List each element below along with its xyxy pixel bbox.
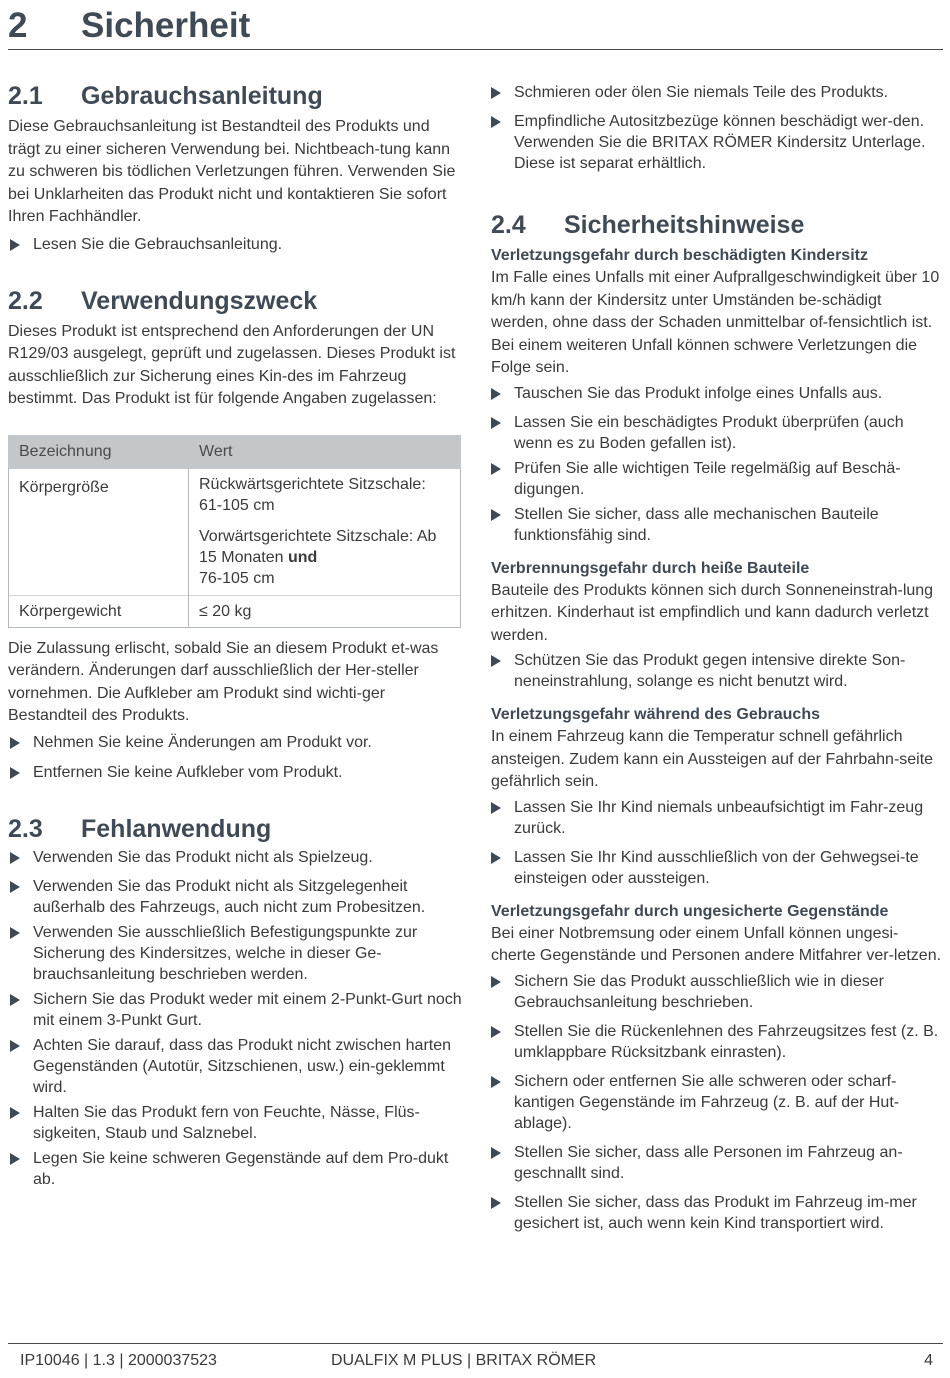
bullet-triangle-icon	[10, 881, 20, 893]
hazard-text: Bei einer Notbremsung oder einem Unfall können ungesi-cherte Gegenstände und Personen andere Mitfahrer ver-letzen.	[491, 924, 942, 964]
list-item: Lassen Sie Ihr Kind ausschließlich von der Gehwegsei-te einsteigen oder aussteigen.	[489, 847, 942, 889]
bullet-triangle-icon	[491, 417, 501, 429]
hazard-heading: Verletzungsgefahr während des Gebrauchs	[491, 706, 820, 723]
section-2-4-heading	[491, 209, 942, 243]
list-item: Halten Sie das Produkt fern von Feuchte, Nässe, Flüs-sigkeiten, Staub und Salznebel.	[8, 1102, 463, 1144]
hazard-heading: Verletzungsgefahr durch ungesicherte Gegenstände	[491, 902, 889, 920]
table-cell	[189, 468, 461, 595]
bullet-triangle-icon	[491, 976, 501, 988]
section-2-3-heading	[8, 813, 463, 847]
section-number: 2.3	[8, 814, 43, 843]
list-item: Lassen Sie ein beschädigtes Produkt überprüfen (auch wenn es zu Boden gefallen ist).	[489, 412, 942, 454]
bullet-triangle-icon	[10, 737, 20, 749]
bullet-triangle-icon	[10, 1107, 20, 1119]
list-item: Sichern Sie das Produkt weder mit einem 2-Punkt-Gurt noch mit einem 3-Punkt Gurt.	[8, 989, 463, 1031]
section-title: Gebrauchsanleitung	[81, 82, 323, 110]
list-item: Lesen Sie die Gebrauchsanleitung.	[8, 234, 463, 255]
list-item: Schützen Sie das Produkt gegen intensive direkte Son-neneinstrahlung, solange es nicht benutzt wird.	[489, 650, 942, 692]
table-cell: ≤ 20 kg	[189, 595, 461, 627]
section-2-2-text: Dieses Produkt ist entsprechend den Anforderungen der UN R129/03 ausgelegt, geprüft und zugelassen. Dieses Produkt ist ausschließlich zur Sicherung eines Kin-des im Fahrzeug bestimmt. Das Produkt ist für folgende Angaben zugelassen:	[8, 322, 456, 407]
list-item: Stellen Sie sicher, dass das Produkt im Fahrzeug im-mer gesichert ist, auch wenn kein Kind transportiert wird.	[489, 1192, 942, 1234]
list-item: Empfindliche Autositzbezüge können beschädigt wer-den. Verwenden Sie die BRITAX RÖMER Kindersitz Unterlage. Diese ist separat erhältlich.	[489, 111, 942, 174]
list-item: Schmieren oder ölen Sie niemals Teile des Produkts.	[489, 82, 942, 103]
section-2-2-heading	[8, 285, 463, 319]
bullet-triangle-icon	[491, 1026, 501, 1038]
bullet-triangle-icon	[10, 927, 20, 939]
table-header-row	[9, 435, 461, 468]
bullet-triangle-icon	[491, 463, 501, 475]
section-number: 2.4	[491, 211, 526, 239]
section-2-1-heading	[8, 80, 463, 114]
bullet-triangle-icon	[491, 852, 501, 864]
hazard-heading: Verletzungsgefahr durch beschädigten Kindersitz	[491, 247, 868, 264]
section-title: Verwendungszweck	[81, 286, 318, 315]
bullet-triangle-icon	[491, 509, 501, 521]
hazard-text: Im Falle eines Unfalls mit einer Aufprallgeschwindigkeit über 10 km/h kann der Kindersitz unter Umständen be-schädigt werden, ohne dass der Schaden unmittelbar of-fensichtlich ist. Bei einem weiteren Unfall können schwere Verletzungen die Folge sein.	[491, 269, 940, 376]
product-name: DUALFIX M PLUS | BRITAX RÖMER	[331, 1352, 597, 1369]
bullet-triangle-icon	[491, 655, 501, 667]
bullet-triangle-icon	[491, 87, 501, 99]
bullet-triangle-icon	[491, 1076, 501, 1088]
table-header-cell: Bezeichnung	[9, 435, 189, 468]
list-item: Stellen Sie sicher, dass alle mechanischen Bauteile funktionsfähig sind.	[489, 504, 942, 546]
table-cell: Körpergröße	[9, 468, 189, 595]
section-title: Fehlanwendung	[81, 814, 272, 843]
bullet-triangle-icon	[10, 1040, 20, 1052]
section-2-1-text: Diese Gebrauchsanleitung ist Bestandteil des Produkts und trägt zu einer sicheren Verwendung bei. Nichtbeach-tung kann zu schweren bis tödlichen Verletzungen führen. Verwenden Sie bei Unklarheiten das Produkt nicht und kontaktieren Sie sofort Ihren Fachhändler.	[8, 118, 456, 225]
bullet-triangle-icon	[491, 116, 501, 128]
list-item: Sichern oder entfernen Sie alle schweren oder scharf-kantigen Gegenstände im Fahrzeug (z. B. auf der Hut-ablage).	[489, 1071, 942, 1134]
table-cell: Körpergewicht	[9, 595, 189, 627]
list-item: Tauschen Sie das Produkt infolge eines Unfalls aus.	[489, 383, 942, 404]
section-title: Sicherheitshinweise	[564, 211, 805, 239]
table-row	[9, 595, 461, 627]
list-item: Verwenden Sie das Produkt nicht als Spielzeug.	[8, 847, 463, 868]
list-item: Stellen Sie die Rückenlehnen des Fahrzeugsitzes fest (z. B. umklappbare Rücksitzbank einrasten).	[489, 1021, 942, 1063]
table-header-cell: Wert	[189, 435, 461, 468]
list-item: Entfernen Sie keine Aufkleber vom Produkt.	[8, 762, 463, 783]
hazard-bullets	[489, 383, 942, 546]
bullet-triangle-icon	[491, 1147, 501, 1159]
right-top-bullets	[489, 82, 942, 174]
list-item: Stellen Sie sicher, dass alle Personen im Fahrzeug an-geschnallt sind.	[489, 1142, 942, 1184]
chapter-number: 2	[8, 6, 28, 45]
bullet-triangle-icon	[10, 239, 20, 251]
page-number: 4	[924, 1352, 933, 1369]
page-footer	[8, 1343, 943, 1378]
bullet-triangle-icon	[491, 1197, 501, 1209]
section-2-2-text2: Die Zulassung erlischt, sobald Sie an diesem Produkt et-was verändern. Änderungen darf ausschließlich der Her-steller vornehmen. Die Aufkleber am Produkt sind wichti-ger Bestandteil des Produkts.	[8, 639, 439, 724]
section-number: 2.1	[8, 82, 43, 110]
cell-value: Rückwärtsgerichtete Sitzschale: 61-105 cm	[199, 475, 426, 514]
approval-table	[8, 435, 461, 628]
bullet-triangle-icon	[491, 802, 501, 814]
hazard-bullets	[489, 797, 942, 889]
hazard-bullets	[489, 650, 942, 692]
right-column	[491, 82, 942, 1234]
section-2-1-bullets	[8, 234, 463, 255]
bullet-triangle-icon	[491, 388, 501, 400]
section-2-3-bullets	[8, 847, 463, 1190]
list-item: Lassen Sie Ihr Kind niemals unbeaufsichtigt im Fahr-zeug zurück.	[489, 797, 942, 839]
section-2-2-bullets	[8, 732, 463, 783]
section-number: 2.2	[8, 286, 43, 315]
bullet-triangle-icon	[10, 1153, 20, 1165]
left-column	[8, 80, 463, 1190]
hazard-text: In einem Fahrzeug kann die Temperatur schnell gefährlich ansteigen. Zudem kann ein Aussteigen auf der Fahrbahn-seite gefährlich sein.	[491, 728, 934, 790]
hazard-bullets	[489, 971, 942, 1234]
list-item: Verwenden Sie ausschließlich Befestigungspunkte zur Sicherung des Kindersitzes, welche in dieser Ge-brauchsanleitung beschrieben werden.	[8, 922, 463, 985]
list-item: Nehmen Sie keine Änderungen am Produkt vor.	[8, 732, 463, 753]
bullet-triangle-icon	[10, 852, 20, 864]
list-item: Achten Sie darauf, dass das Produkt nicht zwischen harten Gegenständen (Autotür, Sitzschienen, usw.) ein-geklemmt wird.	[8, 1035, 463, 1098]
bullet-triangle-icon	[10, 767, 20, 779]
chapter-heading	[8, 2, 943, 50]
list-item: Legen Sie keine schweren Gegenstände auf dem Pro-dukt ab.	[8, 1148, 463, 1190]
list-item: Sichern Sie das Produkt ausschließlich wie in dieser Gebrauchsanleitung beschrieben.	[489, 971, 942, 1013]
list-item: Prüfen Sie alle wichtigen Teile regelmäßig auf Beschä-digungen.	[489, 458, 942, 500]
table-row	[9, 468, 461, 595]
cell-value: Vorwärtsgerichtete Sitzschale: Ab 15 Monaten und 76-105 cm	[199, 527, 437, 587]
chapter-title: Sicherheit	[81, 6, 251, 45]
document-id: IP10046 | 1.3 | 2000037523	[20, 1352, 217, 1369]
hazard-heading: Verbrennungsgefahr durch heiße Bauteile	[491, 559, 810, 577]
list-item: Verwenden Sie das Produkt nicht als Sitzgelegenheit außerhalb des Fahrzeugs, auch nicht zum Probesitzen.	[8, 876, 463, 918]
bullet-triangle-icon	[10, 994, 20, 1006]
hazard-text: Bauteile des Produkts können sich durch Sonneneinstrah-lung erhitzen. Kinderhaut ist empfindlich und kann dadurch verletzt werden.	[491, 581, 934, 644]
